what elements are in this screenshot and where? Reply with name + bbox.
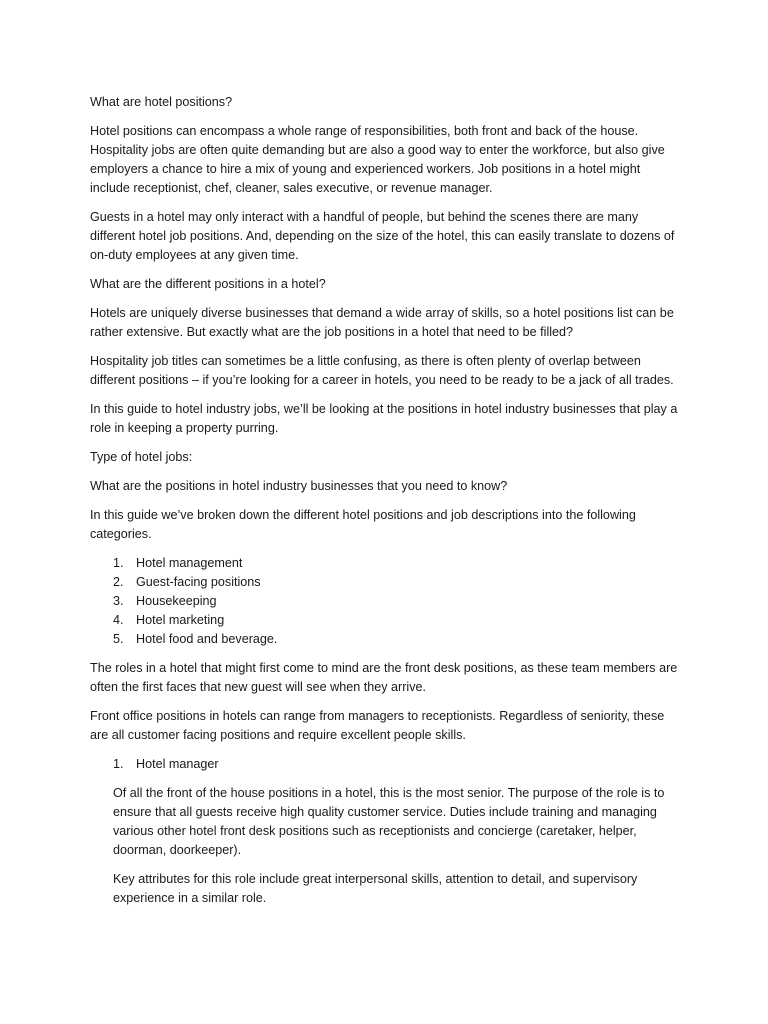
roles-list: [90, 755, 682, 774]
list-item: [90, 755, 682, 774]
list-item: [90, 554, 682, 573]
paragraph: In this guide we’ve broken down the different hotel positions and job descriptions into the following categories.: [90, 508, 636, 541]
paragraph: The roles in a hotel that might first come to mind are the front desk positions, as these team members are often the first faces that new guest will see when they arrive.: [90, 661, 678, 694]
paragraph: Hospitality job titles can sometimes be a little confusing, as there is often plenty of overlap between different positions – if you’re looking for a career in hotels, you need to be ready to be a jack of all trades.: [90, 354, 674, 387]
list-item: [90, 630, 682, 649]
list-item-label: Hotel marketing: [136, 613, 225, 627]
list-item: [90, 573, 682, 592]
paragraph: In this guide to hotel industry jobs, we’ll be looking at the positions in hotel industry businesses that play a role in keeping a property purring.: [90, 402, 678, 435]
list-number: 1.: [113, 757, 124, 771]
list-number: 3.: [113, 594, 124, 608]
role-description: [113, 784, 682, 908]
paragraph: Front office positions in hotels can range from managers to receptionists. Regardless of seniority, these are all customer facing positions and require excellent people skills.: [90, 709, 665, 742]
list-item-label: Hotel manager: [136, 757, 219, 771]
list-item: [90, 592, 682, 611]
paragraph: Hotel positions can encompass a whole range of responsibilities, both front and back of the house. Hospitality jobs are often quite demanding but are also a good way to enter the workforce, but also give employers a chance to hire a mix of young and experienced workers. Job positions in a hotel might include receptionist, chef, cleaner, sales executive, or revenue manager.: [90, 124, 665, 195]
list-item-label: Housekeeping: [136, 594, 217, 608]
list-item-label: Hotel management: [136, 556, 243, 570]
list-item: [90, 611, 682, 630]
paragraph: Guests in a hotel may only interact with a handful of people, but behind the scenes there are many different hotel job positions. And, depending on the size of the hotel, this can easily translate to dozens of on-duty employees at any given time.: [90, 210, 675, 262]
list-number: 2.: [113, 575, 124, 589]
heading-type-of-jobs: Type of hotel jobs:: [90, 450, 193, 464]
list-number: 5.: [113, 632, 124, 646]
heading-different-positions: What are the different positions in a hotel?: [90, 277, 326, 291]
paragraph: Of all the front of the house positions in a hotel, this is the most senior. The purpose of the role is to ensure that all guests receive high quality customer service. Duties include training and managing various other hotel front desk positions such as receptionists and concierge (caretaker, helper, doorman, doorkeeper).: [113, 786, 665, 857]
list-item-label: Guest-facing positions: [136, 575, 261, 589]
paragraph: Hotels are uniquely diverse businesses that demand a wide array of skills, so a hotel positions list can be rather extensive. But exactly what are the job positions in a hotel that need to be filled?: [90, 306, 674, 339]
heading-hotel-positions: What are hotel positions?: [90, 95, 233, 109]
paragraph: Key attributes for this role include great interpersonal skills, attention to detail, and supervisory experience in a similar role.: [113, 872, 638, 905]
list-number: 4.: [113, 613, 124, 627]
list-number: 1.: [113, 556, 124, 570]
paragraph: What are the positions in hotel industry businesses that you need to know?: [90, 479, 508, 493]
document-page: [90, 93, 682, 918]
list-item-label: Hotel food and beverage.: [136, 632, 278, 646]
categories-list: [90, 554, 682, 649]
